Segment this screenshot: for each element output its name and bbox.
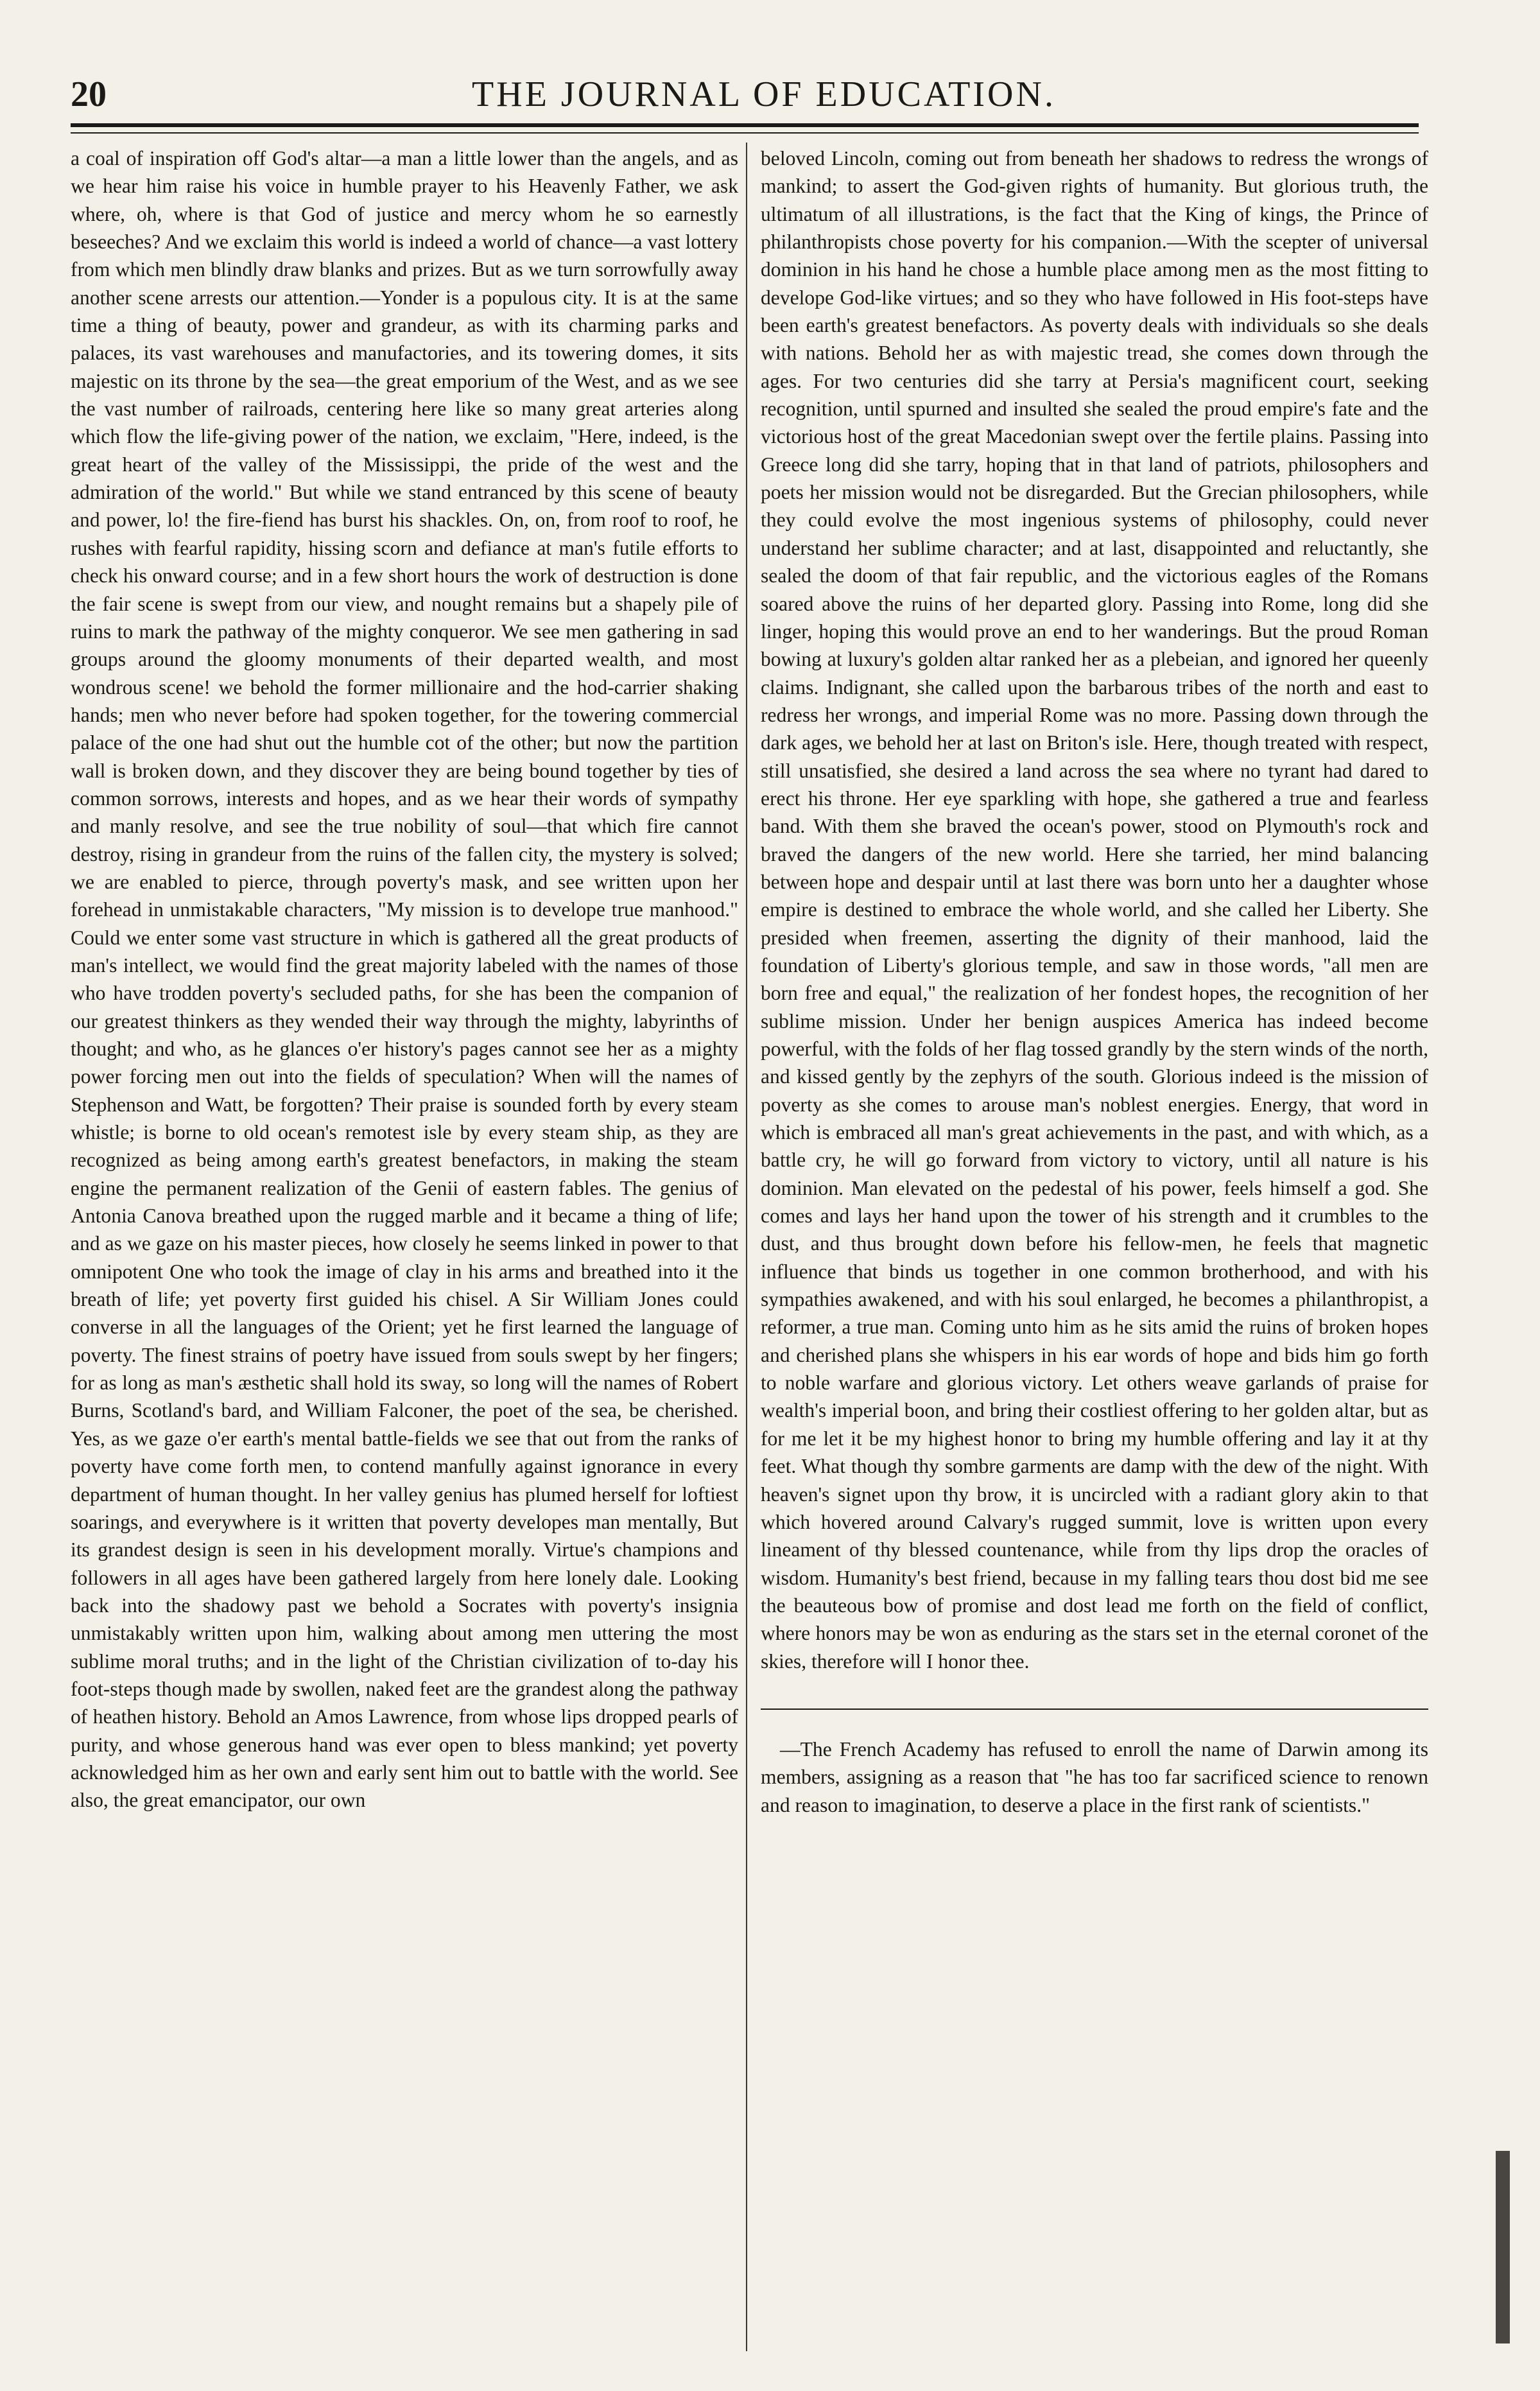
column-divider	[746, 143, 747, 2351]
page-number: 20	[71, 74, 107, 114]
header-rule-thin	[71, 132, 1419, 134]
right-column	[761, 144, 1428, 1819]
left-column	[71, 144, 738, 1814]
right-column-text: beloved Lincoln, coming out from beneath her shadows to redress the wrongs of mankind; to assert the God-given rights of humanity. But glorious truth, the ultimatum of all illustrations, is the fact that the King of kings, the Prince of philanthropists chose poverty for his companion.—With the scepter of universal dominion in his hand he chose a humble place among men as the most fitting to develope God-like virtues; and so they who have followed in His foot-steps have been earth's greatest benefactors. As poverty deals with individuals so she deals with nations. Behold her as with majestic tread, she comes down through the ages. For two centuries did she tarry at Persia's magnificent court, seeking recognition, until spurned and insulted she sealed the proud empire's fate and the victorious host of the great Macedonian swept over the fertile plains. Passing into Greece long did she tarry, hoping that in that land of patriots, philosophers and poets her mission would not be disregarded. But the Grecian philosophers, while they could evolve the most ingenious systems of philosophy, could never understand her sublime character; and at last, disappointed and reluctantly, she sealed the doom of that fair republic, and the victorious eagles of the Romans soared above the ruins of her departed glory. Passing into Rome, long did she linger, hoping this would prove an end to her wanderings. But the proud Roman bowing at luxury's golden altar ranked her as a plebeian, and ignored her queenly claims. Indignant, she called upon the barbarous tribes of the north and east to redress her wrongs, and imperial Rome was no more. Passing down through the dark ages, we behold her at last on Briton's isle. Here, though treated with respect, still unsatisfied, she desired a land across the sea where no tyrant had dared to erect his throne. Her eye sparkling with hope, she gathered a true and fearless band. With them she braved the ocean's power, stood on Plymouth's rock and braved the dangers of the new world. Here she tarried, her mind balancing between hope and despair until at last there was born unto her a daughter whose empire is destined to embrace the whole world, and she called her Liberty. She presided when freemen, asserting the dignity of their manhood, laid the foundation of Liberty's glorious temple, and saw in those words, "all men are born free and equal," the realization of her fondest hopes, the recognition of her sublime mission. Under her benign auspices America has indeed become powerful, with the folds of her flag tossed grandly by the stern winds of the north, and kissed gently by the zephyrs of the south. Glorious indeed is the mission of poverty as she comes to arouse man's noblest energies. Energy, that word in which is embraced all man's great achievements in the past, and with which, as a battle cry, he will go forward from victory to victory, until all nature is his dominion. Man elevated on the pedestal of his power, feels himself a god. She comes and lays her hand upon the tower of his strength and it crumbles to the dust, and thus brought down before his fellow-men, he feels that magnetic influence that binds us together in one common brotherhood, and with his sympathies awakened, and with his soul enlarged, he becomes a philanthropist, a reformer, a true man. Coming unto him as he sits amid the ruins of broken hopes and cherished plans she whispers in his ear words of hope and bids him go forth to noble warfare and glorious victory. Let others weave garlands of praise for wealth's imperial boon, and bring their costliest offering to her golden altar, but as for me let it be my highest honor to bring my humble offering and lay it at thy feet. What though thy sombre garments are damp with the dew of the night. With heaven's signet upon thy brow, it is uncircled with a radiant glory akin to that which hovered around Calvary's rugged summit, love is written upon every lineament of thy blessed countenance, while from thy lips drop the oracles of wisdom. Humanity's best friend, because in my falling tears thou dost bid me see the beauteous bow of promise and dost lead me forth on the field of conflict, where honors may be won as enduring as the stars set in the eternal coronet of the skies, therefore will I honor thee.	[761, 147, 1428, 1673]
news-note: —The French Academy has refused to enroll the name of Darwin among its members, assigning as a reason that "he has too far sacrificed science to renown and reason to imagination, to deserve a place in the first rank of scientists."	[761, 1737, 1428, 1816]
binding-edge-mark	[1496, 2151, 1510, 2343]
page-header	[71, 71, 1419, 118]
journal-title: THE JOURNAL OF EDUCATION.	[472, 74, 1056, 114]
left-column-text: a coal of inspiration off God's altar—a man a little lower than the angels, and as we hear him raise his voice in humble prayer to his Heavenly Father, we ask where, oh, where is that God of justice and mercy whom he so earnestly beseeches? And we exclaim this world is indeed a world of chance—a vast lottery from which men blindly draw blanks and prizes. But as we turn sorrowfully away another scene arrests our attention.—Yonder is a populous city. It is at the same time a thing of beauty, power and grandeur, as with its charming parks and palaces, its vast warehouses and manufactories, and its towering domes, it sits majestic on its throne by the sea—the great emporium of the West, and as we see the vast number of railroads, centering here like so many great arteries along which flow the life-giving power of the nation, we exclaim, "Here, indeed, is the great heart of the valley of the Mississippi, the pride of the west and the admiration of the world." But while we stand entranced by this scene of beauty and power, lo! the fire-fiend has burst his shackles. On, on, from roof to roof, he rushes with fearful rapidity, hissing scorn and defiance at man's futile efforts to check his onward course; and in a few short hours the work of destruction is done the fair scene is swept from our view, and nought remains but a shapely pile of ruins to mark the pathway of the mighty conqueror. We see men gathering in sad groups around the gloomy monuments of their departed wealth, and most wondrous scene! we behold the former millionaire and the hod-carrier shaking hands; men who never before had spoken together, for the towering commercial palace of the one had shut out the humble cot of the other; but now the partition wall is broken down, and they discover they are being bound together by ties of common sorrows, interests and hopes, and as we hear their words of sympathy and manly resolve, and see the true nobility of soul—that which fire cannot destroy, rising in grandeur from the ruins of the fallen city, the mystery is solved; we are enabled to pierce, through poverty's mask, and see written upon her forehead in unmistakable characters, "My mission is to develope true manhood." Could we enter some vast structure in which is gathered all the great products of man's intellect, we would find the great majority labeled with the names of those who have trodden poverty's secluded paths, for she has been the companion of our greatest thinkers as they wended their way through the mighty, labyrinths of thought; and who, as he glances o'er history's pages cannot see her as a mighty power forcing men out into the fields of speculation? When will the names of Stephenson and Watt, be forgotten? Their praise is sounded forth by every steam whistle; is borne to old ocean's remotest isle by every steam ship, as they are recognized as being among earth's greatest benefactors, in making the steam engine the permanent realization of the Genii of eastern fables. The genius of Antonia Canova breathed upon the rugged marble and it became a thing of life; and as we gaze on his master pieces, how closely he seems linked in power to that omnipotent One who took the image of clay in his arms and breathed into it the breath of life; yet poverty first guided his chisel. A Sir William Jones could converse in all the languages of the Orient; yet he first learned the language of poverty. The finest strains of poetry have issued from souls swept by her fingers; for as long as man's æsthetic shall hold its sway, so long will the names of Robert Burns, Scotland's bard, and William Falconer, the poet of the sea, be cherished. Yes, as we gaze o'er earth's mental battle-fields we see that out from the ranks of poverty have come forth men, to contend manfully against ignorance in every department of human thought. In her valley genius has plumed herself for loftiest soarings, and everywhere is it written that poverty developes man mentally, But its grandest design is seen in his development morally. Virtue's champions and followers in all ages have been gathered largely from here lonely dale. Looking back into the shadowy past we behold a Socrates with poverty's insignia unmistakably written upon him, walking about among men uttering the most sublime moral truths; and in the light of the Christian civilization of to-day his foot-steps though made by swollen, naked feet are the grandest along the pathway of heathen history. Behold an Amos Lawrence, from whose lips dropped pearls of purity, and whose generous hand was ever open to bless mankind; yet poverty acknowledged him as her own and early sent him out to battle with the world. See also, the great emancipator, our own	[71, 147, 738, 1812]
article-separator	[761, 1708, 1428, 1710]
header-rule-thick	[71, 123, 1419, 127]
